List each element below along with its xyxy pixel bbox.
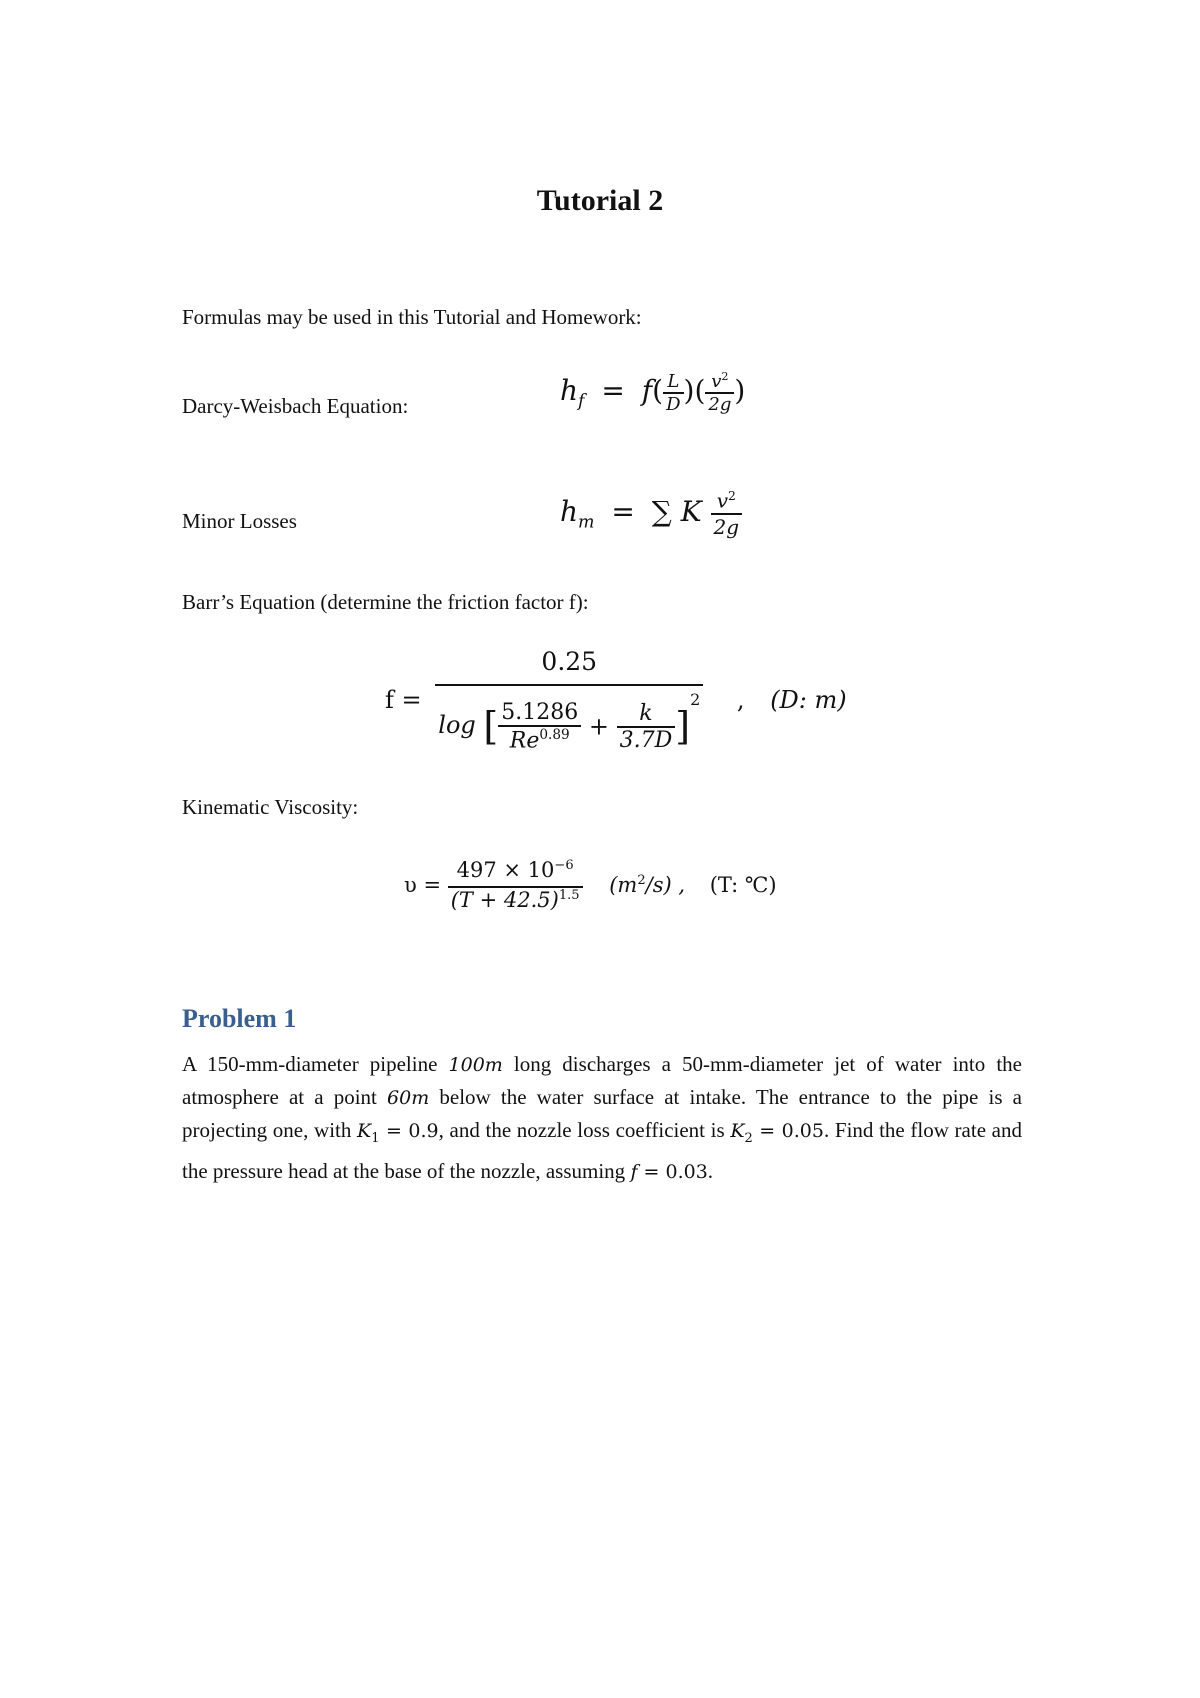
barr-term-2: $\frac{k}{3.7D}$: [617, 701, 676, 753]
minor-equation: $h_m$ = ∑ K $\frac{v^2}{2g}$: [560, 488, 742, 539]
intro-text: Formulas may be used in this Tutorial and Homework:: [182, 305, 642, 329]
problem-text: A 150-mm-diameter pipeline 100m long discharges a 50-mm-diameter jet of water into the atmosphere at a point 60m below the water surface at intake. The entrance to the pipe is a projecting one, with $K_1 = 0.9$, and the nozzle loss coefficient is $K_2 = 0.05$. Find the flow rate and the pressure head at the base of the nozzle, assuming f = 0.03.: [182, 1052, 1022, 1184]
darcy-label: Darcy-Weisbach Equation:: [182, 394, 409, 418]
viscosity-fraction: $\frac{497 \times 10^{-6}}{(T + 42.5)^{1.5}}$: [448, 858, 583, 912]
viscosity-label: Kinematic Viscosity:: [182, 795, 359, 819]
barr-fraction: 0.25 log [ $\frac{5.1286}{Re^{0.89}}$ + $\frac{k}{3.7D}$ ]$^2$: [435, 647, 703, 753]
barr-term-1: $\frac{5.1286}{Re^{0.89}}$: [498, 700, 581, 753]
minor-label: Minor Losses: [182, 509, 297, 533]
barr-label: Barr’s Equation (determine the friction factor f):: [182, 590, 589, 614]
problem-heading: Problem 1: [182, 1004, 297, 1033]
darcy-equation: $h_f = f$( $\frac{L}{D}$ )( $\frac{v^2}{2g}$ ): [560, 370, 746, 415]
barr-equation: f = 0.25 log [ $\frac{5.1286}{Re^{0.89}}$ + $\frac{k}{3.7D}$ ]$^2$ , (D: m): [385, 647, 847, 754]
viscosity-equation: υ = $\frac{497 \times 10^{-6}}{(T + 42.5)^{1.5}}$ $(m^2/s)$ , (T: ℃): [404, 858, 777, 912]
page-title: Tutorial 2: [536, 184, 664, 217]
minor-v2-over-2g: $\frac{v^2}{2g}$: [711, 488, 743, 539]
darcy-v2-over-2g: $\frac{v^2}{2g}$: [705, 370, 734, 415]
darcy-L-over-D: $\frac{L}{D}$: [663, 371, 683, 415]
